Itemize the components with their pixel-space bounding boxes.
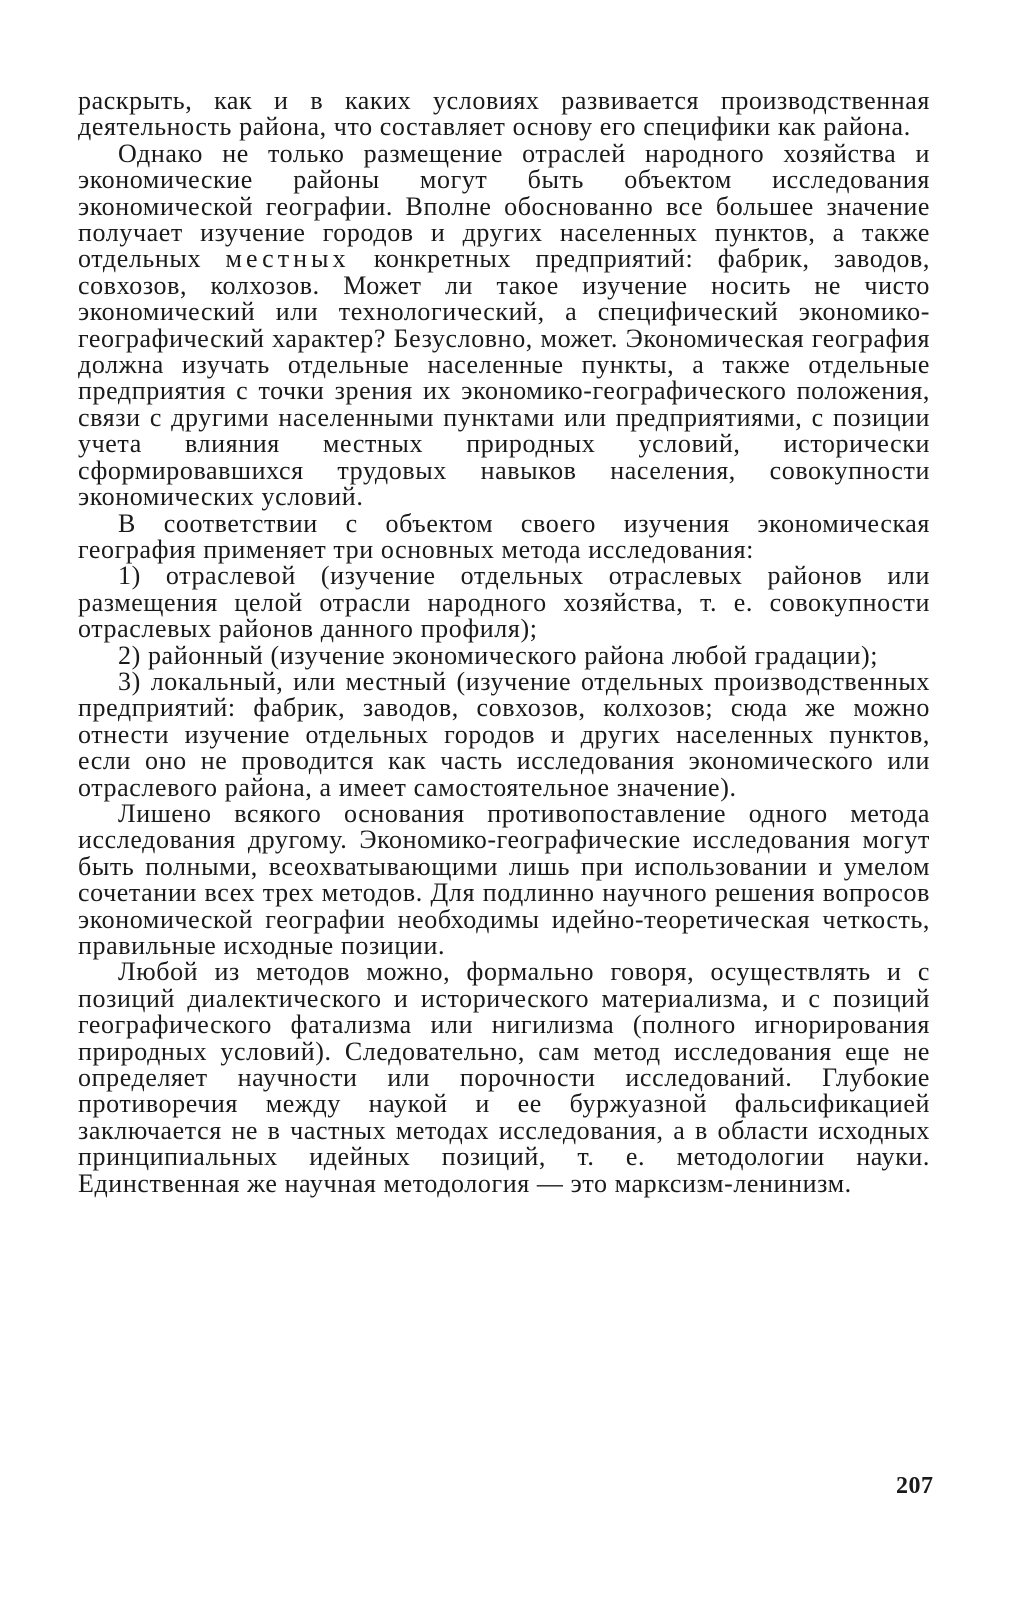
paragraph-text: Однако не только размещение отраслей народного хозяйства и экономические районы могут быть объектом исследования экономической географии. Вполне обоснованно все большее значение получает изучение городов и других населенных пунктов, а также отдельных [78, 138, 930, 274]
spaced-emphasis-word: местных [225, 244, 350, 274]
paragraph-methodology: Любой из методов можно, формально говоря, осуществлять и с позиций диалектического и исторического материализма, и с позиций географического фатализма или нигилизма (полного игнорирования природных условий). Следовательно, сам метод исследования еще не определяет научности или порочности исследований. Глубокие противоречия между наукой и ее буржуазной фальсификацией заключается не в частных методах исследования, а в области исходных принципиальных идейных позиций, т. е. методологии науки. Единственная же научная методология — это марксизм-ленинизм. [78, 957, 930, 1198]
paragraph-three-methods-intro: В соответствии с объектом своего изучения экономическая география применяет три основных метода исследования: [78, 508, 930, 564]
list-item-sectoral-method: 1) отраслевой (изучение отдельных отраслевых районов или размещения целой отрасли народного хозяйства, т. е. совокупности отраслевых районов данного профиля); [78, 561, 930, 644]
list-item-regional-method: 2) районный (изучение экономического района любой градации); [118, 640, 879, 670]
paragraph-continuation: раскрыть, как и в каких условиях развивается производственная деятельность района, что составляет основу его специфики как района. [78, 86, 930, 142]
paragraph-objects-of-study [78, 138, 931, 512]
list-item-local-method: 3) локальный, или местный (изучение отдельных производственных предприятий: фабрик, заводов, совхозов, колхозов; сюда же можно отнести изучение отдельных городов и других населенных пунктов, если оно не проводится как часть исследования экономического или отраслевого района, а имеет самостоятельное значение). [78, 666, 930, 802]
paragraph-methods-combination: Лишено всякого основания противопоставление одного метода исследования другому. Экономико-географические исследования могут быть полными, всеохватывающими лишь при использовании и умелом сочетании всех трех методов. Для подлинно научного решения вопросов экономической географии необходимы идейно-теоретическая четкость, правильные исходные позиции. [78, 798, 930, 960]
page-number: 207 [896, 1473, 934, 1499]
page-body [78, 88, 930, 1197]
paragraph-text: конкретных предприятий: фабрик, заводов, совхозов, колхозов. Может ли такое изучение носить не чисто экономический или технологический, а специфический экономико-географический характер? Безусловно, может. Экономическая география должна изучать отдельные населенные пункты, а также отдельные предприятия с точки зрения их экономико-географического положения, связи с другими населенными пунктами или предприятиями, с позиции учета влияния местных природных условий, исторически сформировавшихся трудовых навыков населения, совокупности экономических условий. [78, 244, 931, 512]
